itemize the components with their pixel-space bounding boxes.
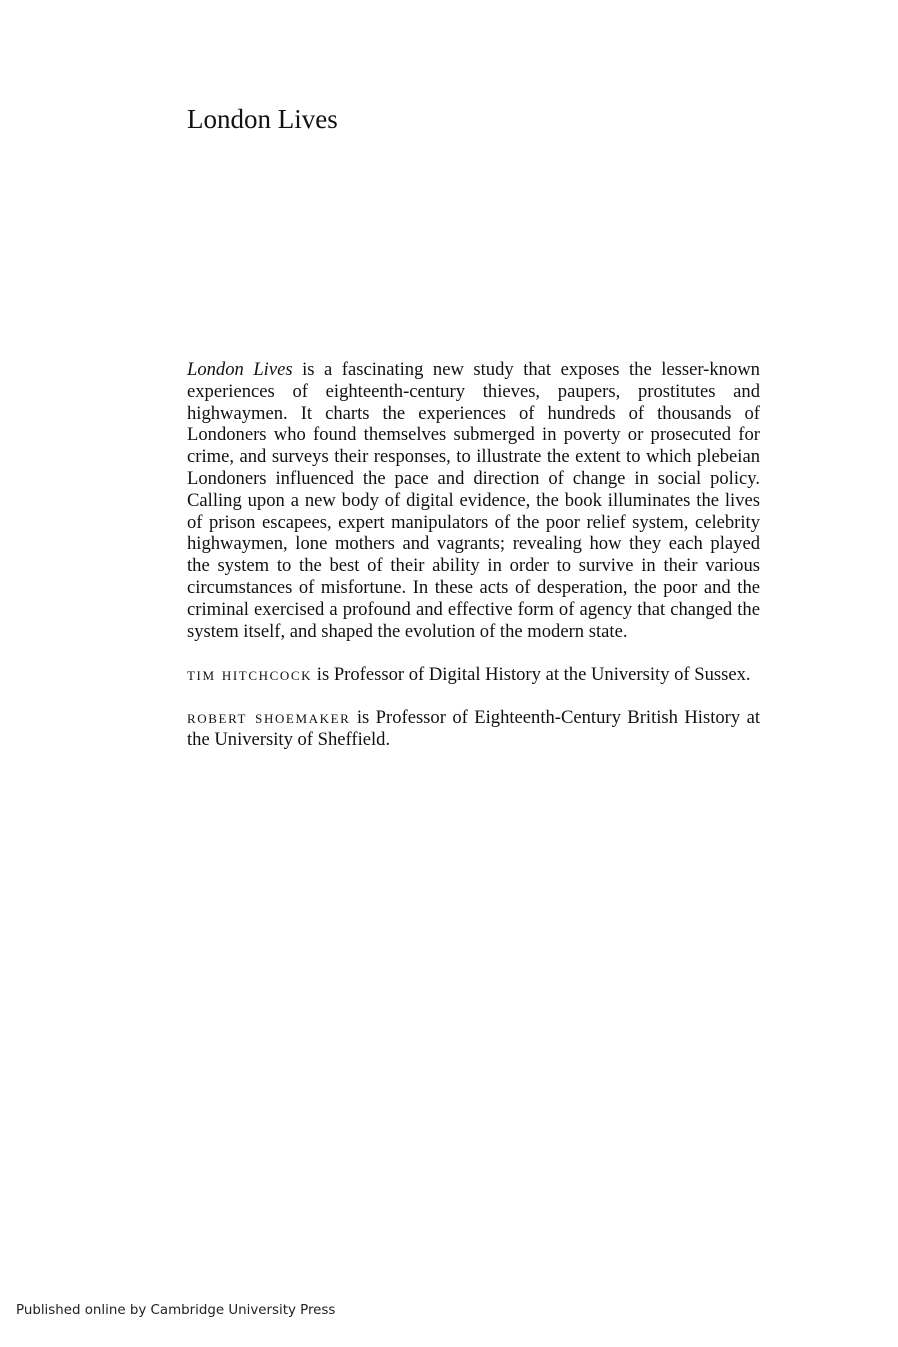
author-name-shoemaker: robert shoemaker [187, 707, 351, 729]
book-title: London Lives [187, 104, 338, 134]
author-bio-hitchcock [187, 664, 760, 686]
author-bio-text-shoemaker: is Professor of Eighteenth-Century British History at the University of Sheffield. [187, 707, 760, 750]
author-bio-shoemaker [187, 707, 760, 751]
publisher-footer: Published online by Cambridge University Press [16, 1303, 336, 1318]
author-name-hitchcock: tim hitchcock [187, 663, 313, 685]
book-description [187, 359, 760, 642]
author-bio-text-hitchcock: is Professor of Digital History at the University of Sussex. [312, 663, 751, 685]
description-italic-title: London Lives [187, 359, 293, 380]
description-text: is a fascinating new study that exposes the lesser-known experiences of eighteenth-century thieves, paupers, prostitutes and highwaymen. It charts the experiences of hundreds of thousands of Londoners who found themselves submerged in poverty or prosecuted for crime, and surveys their responses, to illustrate the extent to which plebeian Londoners influenced the pace and direction of change in social policy. Calling upon a new body of digital evidence, the book illuminates the lives of prison escapees, expert manipulators of the poor relief system, celebrity highwaymen, lone mothers and vagrants; revealing how they each played the system to the best of their ability in order to survive in their various circumstances of misfortune. In these acts of desperation, the poor and the criminal exercised a profound and effective form of agency that changed the system itself, and shaped the evolution of the modern state. [187, 359, 760, 642]
content-block [187, 359, 760, 751]
